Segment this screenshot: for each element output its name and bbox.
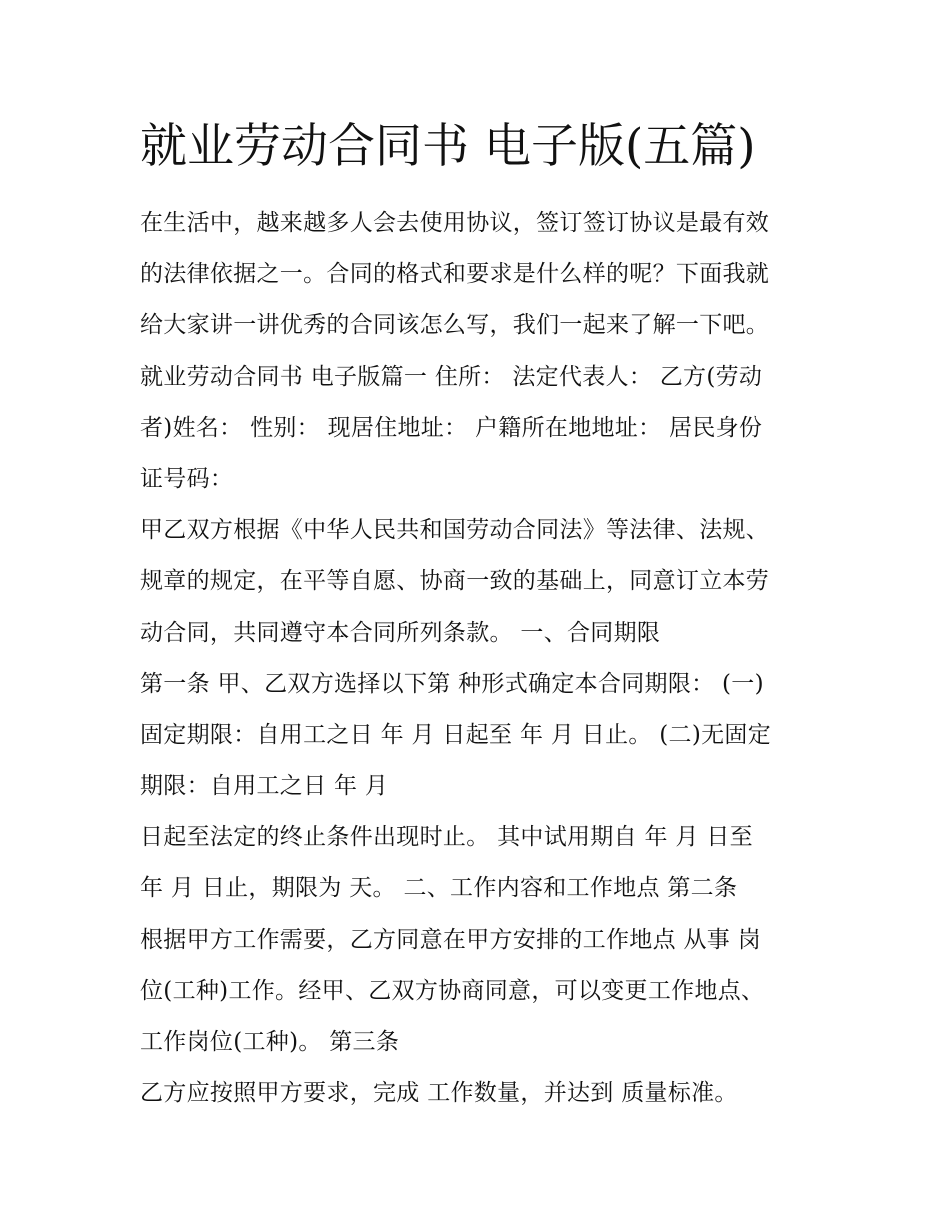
body-line: 根据甲方工作需要，乙方同意在甲方安排的工作地点 从事 岗 (140, 926, 762, 953)
body-line: 第一条 甲、乙双方选择以下第 种形式确定本合同期限： (一) (140, 670, 764, 697)
body-line: 的法律依据之一。合同的格式和要求是什么样的呢？下面我就 (140, 261, 770, 288)
body-line: 在生活中，越来越多人会去使用协议，签订签订协议是最有效 (140, 210, 770, 236)
body-line: 动合同，共同遵守本合同所列条款。 一、合同期限 (140, 619, 661, 646)
body-line: 年 月 日止，期限为 天。 二、工作内容和工作地点 第二条 (140, 875, 738, 902)
body-line: 规章的规定，在平等自愿、协商一致的基础上，同意订立本劳 (140, 568, 770, 595)
body-line: 甲乙双方根据《中华人民共和国劳动合同法》等法律、法规、 (140, 517, 770, 544)
body-line: 日起至法定的终止条件出现时止。 其中试用期自 年 月 日至 (140, 824, 753, 851)
body-line: 工作岗位(工种)。 第三条 (140, 1029, 400, 1055)
body-line: 者)姓名： 性别： 现居住地址： 户籍所在地地址： 居民身份 (140, 414, 763, 441)
body-line: 证号码： (140, 465, 234, 492)
body-line: 乙方应按照甲方要求，完成 工作数量，并达到 质量标准。 (140, 1080, 738, 1107)
body-line: 期限：自用工之日 年 月 (140, 773, 389, 800)
document-title: 就业劳动合同书 电子版(五篇) (140, 119, 756, 174)
body-line: 就业劳动合同书 电子版篇一 住所： 法定代表人： 乙方(劳动 (140, 363, 763, 390)
body-line: 给大家讲一讲优秀的合同该怎么写，我们一起来了解一下吧。 (140, 312, 770, 339)
body-line: 位(工种)工作。经甲、乙双方协商同意，可以变更工作地点、 (140, 977, 765, 1004)
body-line: 固定期限：自用工之日 年 月 日起至 年 月 日止。 (二)无固定 (140, 721, 772, 748)
document-body (140, 198, 830, 1119)
